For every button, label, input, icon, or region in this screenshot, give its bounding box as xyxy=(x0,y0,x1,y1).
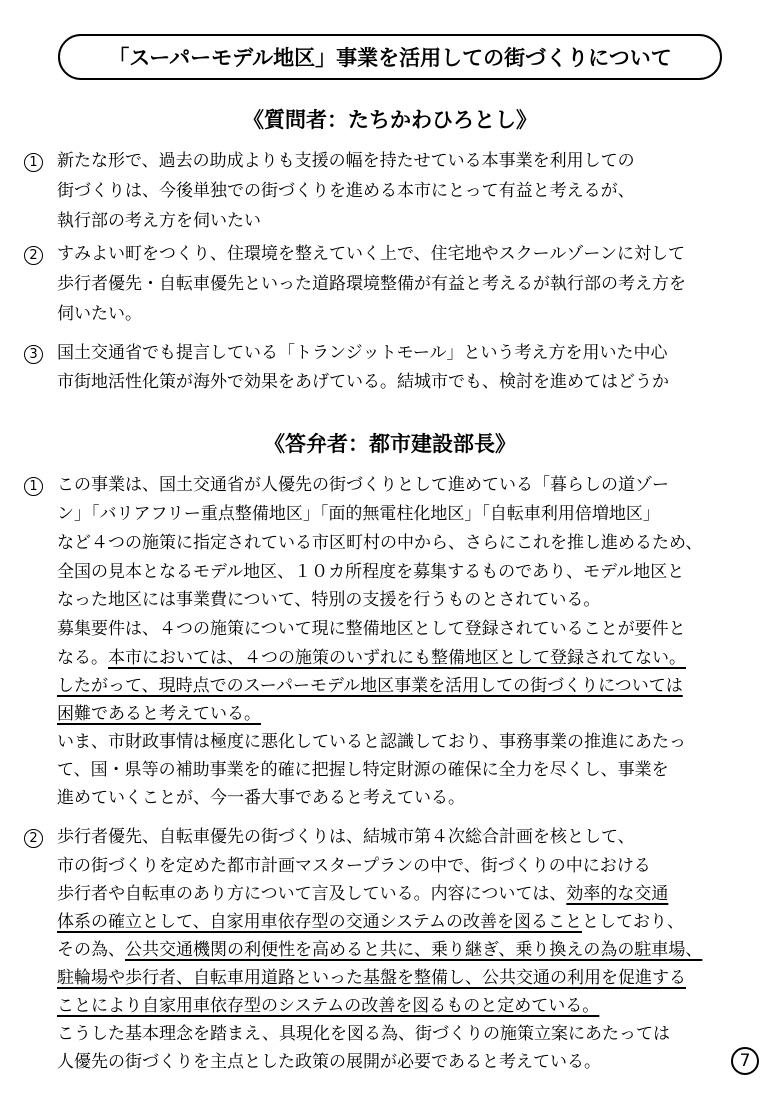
answer-2-underlined-text: 体系の確立として、自家用車依存型の交通システムの改善を図ること xyxy=(57,912,582,932)
answerer-heading: 《答弁者：都市建設部長》 xyxy=(264,432,516,456)
answer-1-line: て、国・県等の補助事業を的確に把握し特定財源の確保に全力を尽くし、事業を xyxy=(57,760,669,780)
answer-2-line: 人優先の街づくりを主点とした政策の展開が必要であると考えている。 xyxy=(57,1052,601,1072)
answer-1-line: この事業は、国土交通省が人優先の街づくりとして進めている「暮らしの道ゾー xyxy=(57,475,669,495)
page-number: 7 xyxy=(731,1047,759,1075)
answer-1-line: なった地区には事業費について、特別の支援を行うものとされている。 xyxy=(57,590,601,610)
answer-2-underlined-text: 公共交通機関の利便性を高めると共に、乗り継ぎ、乗り換えの為の駐車場、 xyxy=(125,940,703,960)
document-title: 「スーパーモデル地区」事業を活用しての街づくりについて xyxy=(58,34,722,80)
answer-1-line: 募集要件は、４つの施策について現に整備地区として登録されていることが要件と xyxy=(57,619,686,639)
answer-2-text: 歩行者や自転車のあり方について言及している。内容については、 xyxy=(57,884,567,904)
answer-1-line: いま、市財政事情は極度に悪化していると認識しており、事務事業の推進にあたっ xyxy=(57,732,686,752)
answer-1-text: なる。 xyxy=(57,648,108,668)
answer-1-line: 全国の見本となるモデル地区、１０カ所程度を募集するものであり、モデル地区と xyxy=(57,562,685,582)
answer-2-line xyxy=(57,886,668,903)
answer-1-underlined-text: 本市においては、４つの施策のいずれにも整備地区として登録されてない。 xyxy=(108,648,686,668)
answer-1-underlined-line: 困難であると考えている。 xyxy=(57,704,261,724)
answer-1-marker: 1 xyxy=(24,477,43,496)
question-2-line: 歩行者優先・自転車優先といった道路環境整備が有益と考えるが執行部の考え方を xyxy=(57,274,686,294)
question-3-marker: 3 xyxy=(24,345,43,364)
answer-1-line xyxy=(57,650,686,667)
answer-2-underlined-line: 駐輪場や歩行者、自転車用道路といった基盤を整備し、公共交通の利用を促進する xyxy=(57,968,686,988)
answer-2-underlined-text: 効率的な交通 xyxy=(566,884,669,904)
answer-2-line xyxy=(57,942,702,959)
answer-2-line xyxy=(57,914,684,931)
question-1-line: 執行部の考え方を伺いたい xyxy=(57,211,261,231)
answer-1-line: 進めていくことが、今一番大事であると考えている。 xyxy=(57,788,465,808)
question-2-marker: 2 xyxy=(24,246,43,265)
answer-2-marker: 2 xyxy=(24,829,43,848)
answer-1-line: ン」「バリアフリー重点整備地区」「面的無電柱化地区」「自転車利用倍増地区」 xyxy=(57,504,660,524)
question-2-line: すみよい町をつくり、住環境を整えていく上で、住宅地やスクールゾーンに対して xyxy=(57,244,685,264)
question-1-line: 新たな形で、過去の助成よりも支援の幅を持たせている本事業を利用しての xyxy=(57,151,635,171)
answer-2-line: こうした基本理念を踏まえ、具現化を図る為、街づくりの施策立案にあたっては xyxy=(57,1024,671,1044)
answer-1-underlined-line: したがって、現時点でのスーパーモデル地区事業を活用しての街づくりについては xyxy=(57,676,683,696)
question-2-line: 伺いたい。 xyxy=(57,304,142,324)
answer-2-text: としており、 xyxy=(581,912,684,932)
answer-2-underlined-line: ことにより自家用車依存型のシステムの改善を図るものと定めている。 xyxy=(57,996,600,1016)
question-1-marker: 1 xyxy=(24,153,43,172)
answer-2-line: 市の街づくりを定めた都市計画マスタープランの中で、街づくりの中における xyxy=(57,856,651,876)
answer-2-text: その為、 xyxy=(57,940,125,960)
answer-1-line: など４つの施策に指定されている市区町村の中から、さらにこれを推し進めるため、 xyxy=(57,533,703,553)
answer-2-line: 歩行者優先、自転車優先の街づくりは、結城市第４次総合計画を核として、 xyxy=(57,827,635,847)
question-3-line: 市街地活性化策が海外で効果をあげている。結城市でも、検討を進めてはどうか xyxy=(57,372,669,392)
question-3-line: 国土交通省でも提言している「トランジットモール」という考え方を用いた中心 xyxy=(57,343,668,363)
questioner-heading: 《質問者：たちかわひろとし》 xyxy=(243,108,537,132)
question-1-line: 街づくりは、今後単独での街づくりを進める本市にとって有益と考えるが、 xyxy=(57,181,635,201)
